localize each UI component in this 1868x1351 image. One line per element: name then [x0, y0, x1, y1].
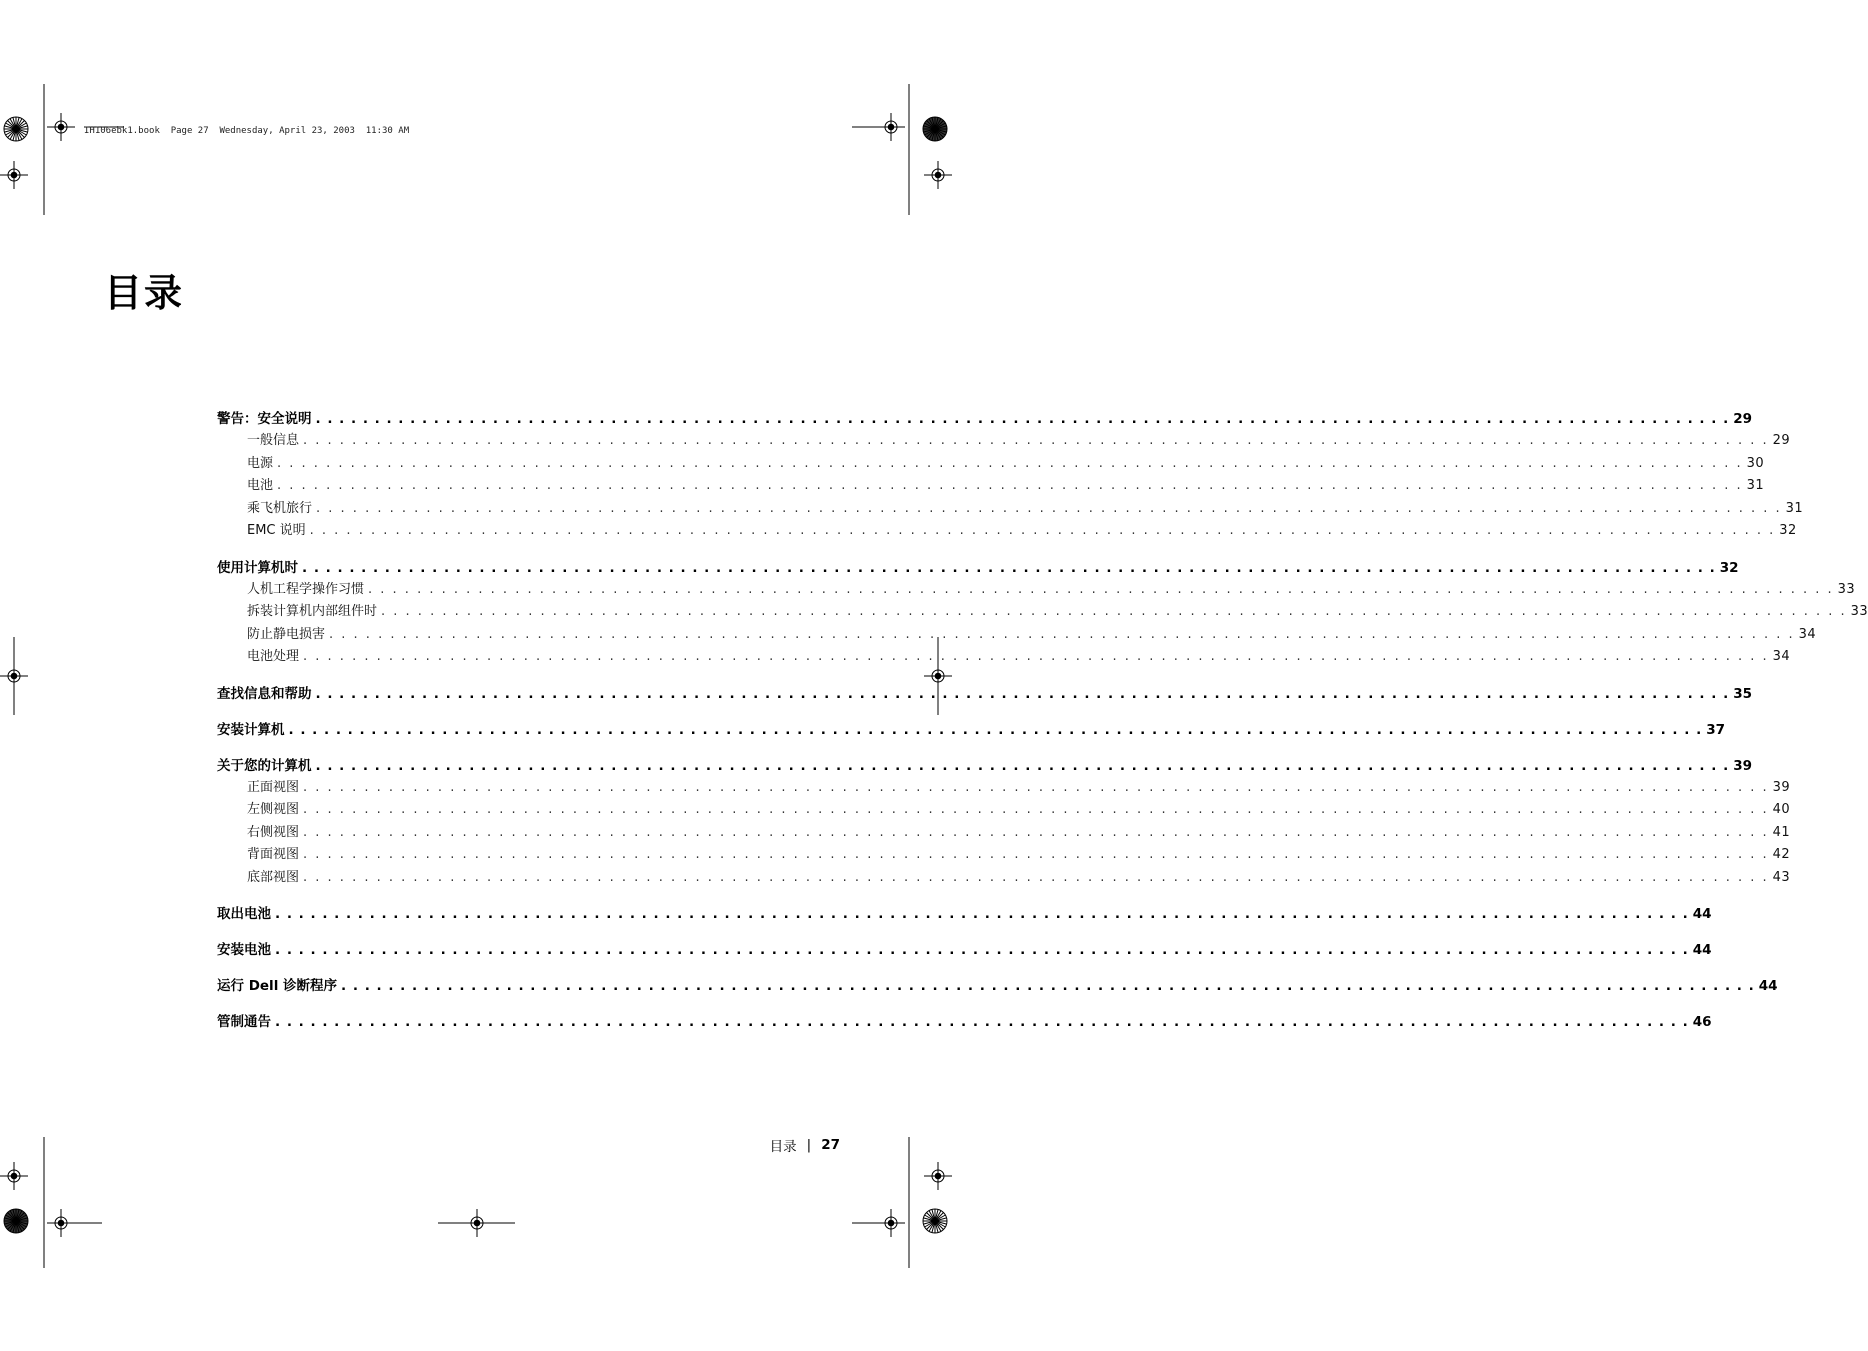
toc-entry-page: 42 — [1772, 847, 1791, 862]
dot-leader: . . . . . . . . . . . . . . . . . . . . . . . . . . . . . . . . . . . . . . . . . . . . . . . . . . . . . . . . . . . . . . . . . . . . . . . . . . . . . . . . . . . . . . . . . . . . . . . . . . . . . . . . . . . . . . . . . . . . . . . . — [341, 978, 1755, 994]
dot-leader: . . . . . . . . . . . . . . . . . . . . . . . . . . . . . . . . . . . . . . . . . . . . . . . . . . . . . . . . . . . . . . . . . . . . . . . . . . . . . . . . . . . . . . . . . . . . . . . . . . . . . . . . . . . . . . . . . . . . . . . . — [303, 433, 1769, 448]
footer-separator: | — [806, 1137, 812, 1153]
toc-entry-label: 背面视图 — [247, 847, 300, 862]
toc-entry-label: EMC 说明 — [247, 523, 306, 538]
toc-entry-label: 安装计算机 — [217, 721, 285, 738]
toc-entry-label: 安装电池 — [217, 942, 271, 958]
table-of-contents — [217, 407, 1868, 1032]
toc-subsection[interactable] — [217, 798, 1791, 821]
toc-subsection[interactable] — [217, 821, 1791, 844]
toc-entry-page: 43 — [1772, 869, 1791, 885]
dot-leader: . . . . . . . . . . . . . . . . . . . . . . . . . . . . . . . . . . . . . . . . . . . . . . . . . . . . . . . . . . . . . . . . . . . . . . . . . . . . . . . . . . . . . . . . . . . . . . . . . . . . . . . . . . . . . . . . . . . . . . . . — [303, 802, 1769, 817]
toc-entry-label: 乘飞机旅行 — [247, 500, 313, 516]
toc-entry-label: 管制通告 — [217, 1014, 271, 1030]
dot-leader: . . . . . . . . . . . . . . . . . . . . . . . . . . . . . . . . . . . . . . . . . . . . . . . . . . . . . . . . . . . . . . . . . . . . . . . . . . . . . . . . . . . . . . . . . . . . . . . . . . . . . . . . . . . . . . . . . . . . . . . . — [315, 411, 1730, 427]
dot-leader: . . . . . . . . . . . . . . . . . . . . . . . . . . . . . . . . . . . . . . . . . . . . . . . . . . . . . . . . . . . . . . . . . . . . . . . . . . . . . . . . . . . . . . . . . . . . . . . . . . . . . . . . . . . . . . . . . . . . . . . . — [303, 847, 1769, 862]
toc-entry-page: 29 — [1772, 433, 1791, 448]
dot-leader: . . . . . . . . . . . . . . . . . . . . . . . . . . . . . . . . . . . . . . . . . . . . . . . . . . . . . . . . . . . . . . . . . . . . . . . . . . . . . . . . . . . . . . . . . . . . . . . . . . . . . . . . . . . . . . . . . . . . . . . . — [277, 478, 1743, 493]
toc-entry-page: 32 — [1779, 523, 1797, 538]
toc-entry-page: 37 — [1706, 721, 1726, 738]
toc-entry-page: 46 — [1692, 1014, 1712, 1030]
toc-section[interactable] — [217, 407, 1753, 429]
toc-subsection[interactable] — [217, 600, 1868, 623]
toc-entry-page: 33 — [1837, 581, 1856, 597]
dot-leader: . . . . . . . . . . . . . . . . . . . . . . . . . . . . . . . . . . . . . . . . . . . . . . . . . . . . . . . . . . . . . . . . . . . . . . . . . . . . . . . . . . . . . . . . . . . . . . . . . . . . . . . . . . . . . . . . . . . . . . . . — [288, 721, 1703, 738]
toc-entry-page: 44 — [1692, 942, 1712, 958]
toc-entry-page: 33 — [1850, 604, 1868, 619]
dot-leader: . . . . . . . . . . . . . . . . . . . . . . . . . . . . . . . . . . . . . . . . . . . . . . . . . . . . . . . . . . . . . . . . . . . . . . . . . . . . . . . . . . . . . . . . . . . . . . . . . . . . . . . . . . . . . . . . . . . . . . . . — [303, 824, 1769, 840]
dot-leader: . . . . . . . . . . . . . . . . . . . . . . . . . . . . . . . . . . . . . . . . . . . . . . . . . . . . . . . . . . . . . . . . . . . . . . . . . . . . . . . . . . . . . . . . . . . . . . . . . . . . . . . . . . . . . . . . . . . . . . . . — [303, 779, 1769, 795]
toc-entry-label: 防止静电损害 — [247, 626, 326, 642]
dot-leader: . . . . . . . . . . . . . . . . . . . . . . . . . . . . . . . . . . . . . . . . . . . . . . . . . . . . . . . . . . . . . . . . . . . . . . . . . . . . . . . . . . . . . . . . . . . . . . . . . . . . . . . . . . . . . . . . . . . . . . . . — [277, 455, 1743, 471]
toc-subsection[interactable] — [217, 474, 1765, 497]
dot-leader: . . . . . . . . . . . . . . . . . . . . . . . . . . . . . . . . . . . . . . . . . . . . . . . . . . . . . . . . . . . . . . . . . . . . . . . . . . . . . . . . . . . . . . . . . . . . . . . . . . . . . . . . . . . . . . . . . . . . . . . . — [275, 906, 1689, 922]
toc-entry-label: 电池处理 — [247, 649, 300, 664]
footer-section: 目录 — [769, 1139, 797, 1155]
toc-entry-label: 电源 — [247, 455, 274, 471]
toc-entry-page: 34 — [1798, 626, 1817, 642]
toc-section[interactable] — [217, 682, 1753, 704]
toc-entry-label: 查找信息和帮助 — [217, 685, 312, 702]
dot-leader: . . . . . . . . . . . . . . . . . . . . . . . . . . . . . . . . . . . . . . . . . . . . . . . . . . . . . . . . . . . . . . . . . . . . . . . . . . . . . . . . . . . . . . . . . . . . . . . . . . . . . . . . . . . . . . . . . . . . . . . . — [309, 523, 1776, 538]
toc-section[interactable] — [217, 556, 1739, 578]
dot-leader: . . . . . . . . . . . . . . . . . . . . . . . . . . . . . . . . . . . . . . . . . . . . . . . . . . . . . . . . . . . . . . . . . . . . . . . . . . . . . . . . . . . . . . . . . . . . . . . . . . . . . . . . . . . . . . . . . . . . . . . . — [368, 581, 1834, 597]
toc-entry-page: 35 — [1733, 685, 1753, 702]
dot-leader: . . . . . . . . . . . . . . . . . . . . . . . . . . . . . . . . . . . . . . . . . . . . . . . . . . . . . . . . . . . . . . . . . . . . . . . . . . . . . . . . . . . . . . . . . . . . . . . . . . . . . . . . . . . . . . . . . . . . . . . . — [329, 626, 1795, 642]
toc-section[interactable] — [217, 1010, 1712, 1032]
toc-section[interactable] — [217, 974, 1778, 996]
toc-entry-label: 人机工程学操作习惯 — [247, 581, 365, 597]
page-footer — [770, 1135, 840, 1155]
toc-entry-page: 44 — [1758, 978, 1778, 994]
toc-entry-label: 运行 Dell 诊断程序 — [217, 978, 338, 994]
toc-entry-label: 取出电池 — [217, 906, 271, 922]
dot-leader: . . . . . . . . . . . . . . . . . . . . . . . . . . . . . . . . . . . . . . . . . . . . . . . . . . . . . . . . . . . . . . . . . . . . . . . . . . . . . . . . . . . . . . . . . . . . . . . . . . . . . . . . . . . . . . . . . . . . . . . . — [381, 604, 1847, 619]
toc-section[interactable] — [217, 754, 1753, 776]
toc-entry-page: 30 — [1746, 455, 1765, 471]
toc-entry-page: 29 — [1733, 411, 1753, 427]
toc-subsection[interactable] — [217, 519, 1797, 542]
toc-entry-page: 31 — [1746, 478, 1765, 493]
toc-entry-page: 41 — [1772, 824, 1791, 840]
dot-leader: . . . . . . . . . . . . . . . . . . . . . . . . . . . . . . . . . . . . . . . . . . . . . . . . . . . . . . . . . . . . . . . . . . . . . . . . . . . . . . . . . . . . . . . . . . . . . . . . . . . . . . . . . . . . . . . . . . . . . . . . — [275, 1014, 1689, 1030]
toc-subsection[interactable] — [217, 843, 1791, 866]
page-title: 目录 — [104, 271, 185, 315]
toc-entry-page: 44 — [1692, 906, 1712, 922]
toc-entry-page: 39 — [1772, 779, 1791, 795]
toc-entry-page: 39 — [1733, 757, 1753, 774]
dot-leader: . . . . . . . . . . . . . . . . . . . . . . . . . . . . . . . . . . . . . . . . . . . . . . . . . . . . . . . . . . . . . . . . . . . . . . . . . . . . . . . . . . . . . . . . . . . . . . . . . . . . . . . . . . . . . . . . . . . . . . . . — [315, 757, 1730, 774]
dot-leader: . . . . . . . . . . . . . . . . . . . . . . . . . . . . . . . . . . . . . . . . . . . . . . . . . . . . . . . . . . . . . . . . . . . . . . . . . . . . . . . . . . . . . . . . . . . . . . . . . . . . . . . . . . . . . . . . . . . . . . . . — [275, 942, 1689, 958]
toc-subsection[interactable] — [217, 645, 1791, 668]
dot-leader: . . . . . . . . . . . . . . . . . . . . . . . . . . . . . . . . . . . . . . . . . . . . . . . . . . . . . . . . . . . . . . . . . . . . . . . . . . . . . . . . . . . . . . . . . . . . . . . . . . . . . . . . . . . . . . . . . . . . . . . . — [316, 500, 1782, 516]
toc-entry-label: 底部视图 — [247, 869, 300, 885]
toc-entry-page: 32 — [1719, 559, 1739, 576]
toc-entry-label: 一般信息 — [247, 433, 300, 448]
toc-section[interactable] — [217, 902, 1712, 924]
toc-entry-label: 关于您的计算机 — [217, 757, 312, 774]
dot-leader: . . . . . . . . . . . . . . . . . . . . . . . . . . . . . . . . . . . . . . . . . . . . . . . . . . . . . . . . . . . . . . . . . . . . . . . . . . . . . . . . . . . . . . . . . . . . . . . . . . . . . . . . . . . . . . . . . . . . . . . . — [303, 869, 1769, 885]
toc-subsection[interactable] — [217, 497, 1804, 520]
toc-subsection[interactable] — [217, 866, 1791, 889]
toc-entry-label: 电池 — [247, 478, 274, 493]
toc-entry-page: 40 — [1772, 802, 1791, 817]
toc-entry-label: 正面视图 — [247, 779, 300, 795]
toc-entry-label: 使用计算机时 — [217, 559, 298, 576]
dot-leader: . . . . . . . . . . . . . . . . . . . . . . . . . . . . . . . . . . . . . . . . . . . . . . . . . . . . . . . . . . . . . . . . . . . . . . . . . . . . . . . . . . . . . . . . . . . . . . . . . . . . . . . . . . . . . . . . . . . . . . . . — [302, 559, 1716, 576]
toc-entry-label: 左侧视图 — [247, 802, 300, 817]
toc-entry-label: 右侧视图 — [247, 824, 300, 840]
toc-entry-label: 警告：安全说明 — [217, 411, 312, 427]
dot-leader: . . . . . . . . . . . . . . . . . . . . . . . . . . . . . . . . . . . . . . . . . . . . . . . . . . . . . . . . . . . . . . . . . . . . . . . . . . . . . . . . . . . . . . . . . . . . . . . . . . . . . . . . . . . . . . . . . . . . . . . . — [303, 649, 1769, 664]
toc-entry-label: 拆装计算机内部组件时 — [247, 604, 378, 619]
toc-subsection[interactable] — [217, 429, 1791, 452]
toc-section[interactable] — [217, 938, 1712, 960]
toc-subsection[interactable] — [217, 623, 1817, 646]
dot-leader: . . . . . . . . . . . . . . . . . . . . . . . . . . . . . . . . . . . . . . . . . . . . . . . . . . . . . . . . . . . . . . . . . . . . . . . . . . . . . . . . . . . . . . . . . . . . . . . . . . . . . . . . . . . . . . . . . . . . . . . . — [315, 685, 1730, 702]
toc-section[interactable] — [217, 718, 1726, 740]
toc-subsection[interactable] — [217, 776, 1791, 799]
page-number: 27 — [821, 1137, 840, 1153]
print-header: IH106ebk1.book Page 27 Wednesday, April 23, 2003 11:30 AM — [84, 126, 410, 136]
toc-entry-page: 31 — [1785, 500, 1804, 516]
toc-entry-page: 34 — [1772, 649, 1791, 664]
toc-subsection[interactable] — [217, 578, 1856, 601]
toc-subsection[interactable] — [217, 452, 1765, 475]
